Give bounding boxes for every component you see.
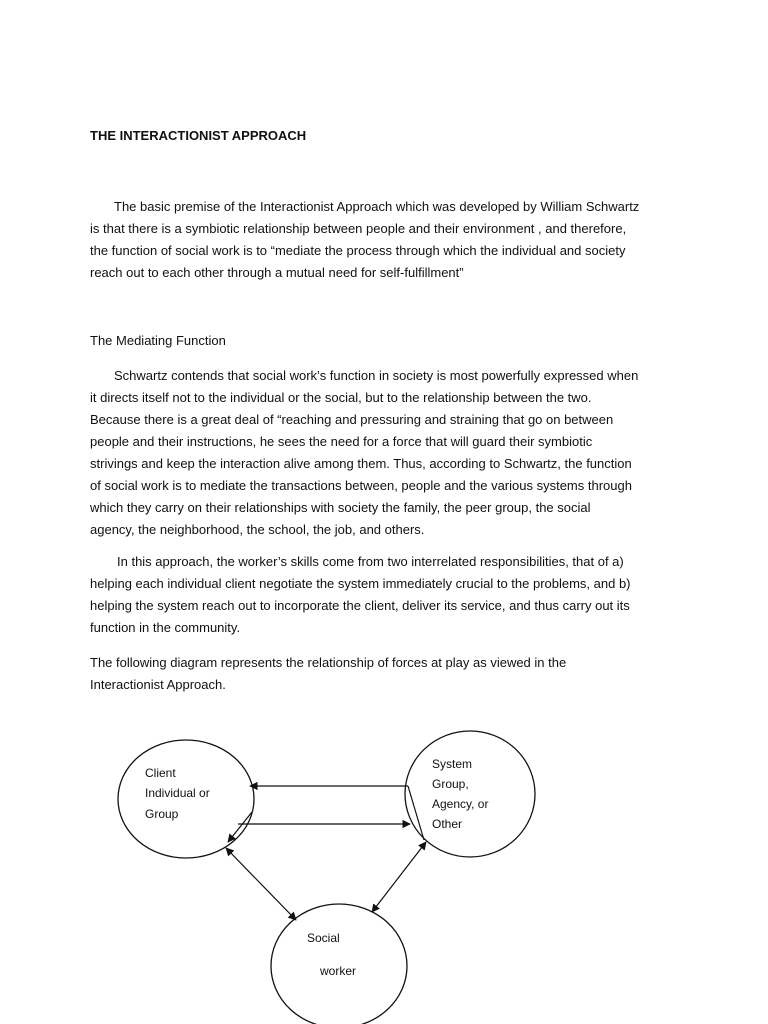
worker-label-line: worker [320,964,357,978]
mediating-function-heading: The Mediating Function [90,333,226,348]
mediating-paragraph [90,365,690,541]
approach-line: function in the community. [90,620,241,635]
mediating-line: of social work is to mediate the transactions between, people and the various systems through [90,478,632,493]
arrow-into-client [228,812,252,842]
document-title: THE INTERACTIONIST APPROACH [90,128,307,143]
mediating-line: strivings and keep the interaction alive among them. Thus, according to Schwartz, the function [90,456,632,471]
intro-line: the function of social work is to “mediate the process through which the individual and society [90,243,626,258]
approach-line: helping the system reach out to incorporate the client, deliver its service, and thus carry out its [90,598,630,613]
arrow-system-worker [372,842,426,912]
intro-line: is that there is a symbiotic relationship between people and their environment , and therefore, [90,221,627,236]
system-label-line: Group, [432,777,469,791]
worker-label-line: Social [307,931,340,945]
intro-line: The basic premise of the Interactionist Approach which was developed by William Schwartz [114,199,640,214]
client-label-line: Individual or [145,786,210,800]
client-label-line: Client [145,766,176,780]
mediating-line: agency, the neighborhood, the school, the job, and others. [90,522,425,537]
mediating-line: it directs itself not to the individual or the social, but to the relationship between the two. [90,390,592,405]
diagram-intro-line: Interactionist Approach. [90,677,226,692]
relationship-diagram [0,720,768,1024]
approach-line: In this approach, the worker’s skills come from two interrelated responsibilities, that of a) [117,554,624,569]
mediating-line: Schwartz contends that social work’s function in society is most powerfully expressed when [114,368,639,383]
system-circle [405,731,535,857]
system-label-line: Other [432,817,463,831]
diagram-intro-paragraph [90,652,690,696]
mediating-line: which they carry on their relationships with society the family, the peer group, the social [90,500,591,515]
intro-line: reach out to each other through a mutual need for self-fulfillment” [90,265,464,280]
system-label-line: System [432,757,473,771]
approach-line: helping each individual client negotiate the system immediately crucial to the problems, and b) [90,576,631,591]
client-label-line: Group [145,807,179,821]
system-label-line: Agency, or [432,797,489,811]
mediating-line: people and their instructions, he sees the need for a force that will guard their symbiotic [90,434,593,449]
arrow-client-worker [226,848,296,920]
diagram-intro-line: The following diagram represents the relationship of forces at play as viewed in the [90,655,567,670]
intro-paragraph [90,196,690,284]
system-connector-line [408,786,424,840]
mediating-line: Because there is a great deal of “reaching and pressuring and straining that go on between [90,412,614,427]
approach-paragraph [90,551,690,639]
